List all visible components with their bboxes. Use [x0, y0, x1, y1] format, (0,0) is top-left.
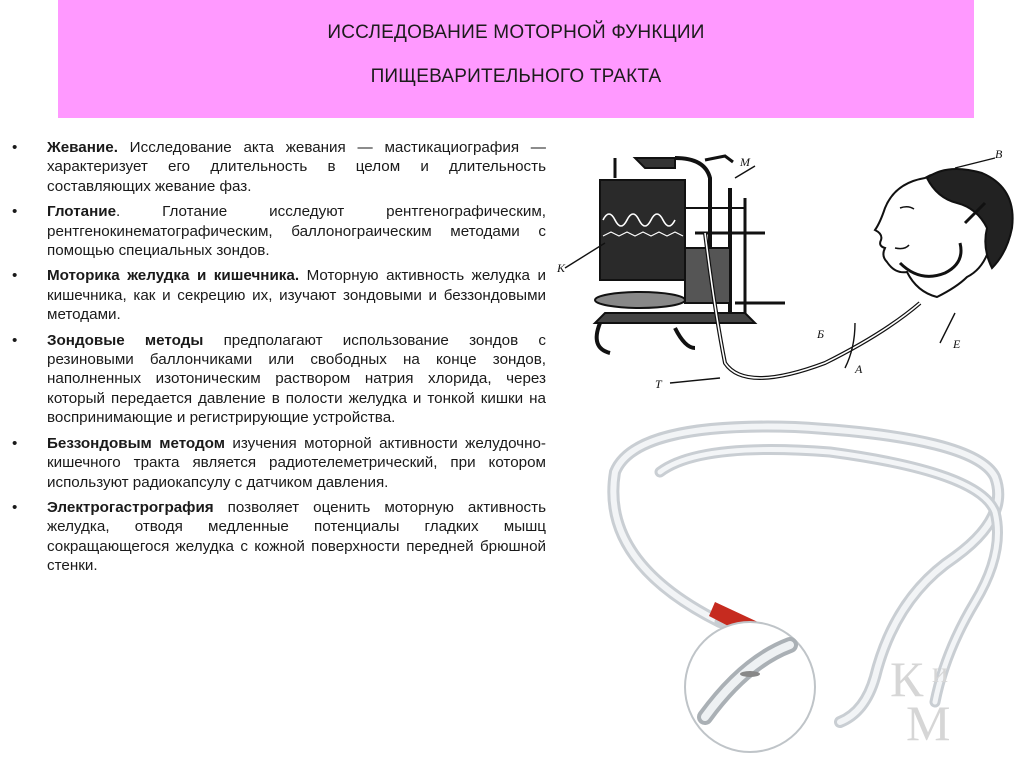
item-text: позволяет оценить моторную активность желудка, отводя медленные потенциалы гладких мышц сокращающегося желудка с кожной поверхности передней брюшной стенки. [47, 498, 546, 575]
list-item [12, 434, 546, 492]
list-item [12, 138, 546, 196]
bullet-icon: • [12, 331, 18, 349]
item-term: Беззондовым методом [47, 434, 225, 452]
masticography-apparatus-illustration [555, 138, 1020, 400]
figure-label-v: В [995, 147, 1003, 161]
list-item [12, 331, 546, 428]
figure-label-m: М [740, 155, 750, 169]
watermark-logo [888, 648, 988, 744]
list-item [12, 202, 546, 260]
figure-label-b: Б [817, 327, 825, 341]
item-term: Зондовые методы [47, 331, 204, 349]
item-term: Электрогастрография [47, 498, 214, 516]
logo-letter-1: К [890, 651, 924, 707]
bullet-icon: • [12, 498, 18, 516]
list-item [12, 266, 546, 324]
bullet-icon: • [12, 267, 18, 285]
bullet-icon: • [12, 203, 18, 221]
item-term: Моторика желудка и кишечника. [47, 267, 300, 285]
title-line-2: ПИЩЕВАРИТЕЛЬНОГО ТРАКТА [370, 66, 662, 87]
figure-label-e: Е [953, 337, 961, 351]
item-text: предполагают использование зондов с резиновыми баллончиками или свободных на конце зондов, наполненных изотоническим раствором натрия хлорида, через который передается давление в полости желудка и тонкой кишки на воспринимающие и регистрирующие устройства. [47, 331, 546, 427]
bullet-icon: • [12, 139, 18, 156]
bullet-list [12, 138, 546, 582]
title-line-1: ИССЛЕДОВАНИЕ МОТОРНОЙ ФУНКЦИИ [327, 22, 705, 43]
title-banner [58, 0, 974, 118]
figure-label-a: А [855, 362, 863, 376]
figure-label-k: К [557, 261, 565, 275]
item-text: Исследование акта жевания — мастикациография — характеризует его длительность в целом и длительность составляющих жевание фаз. [47, 139, 546, 195]
list-item [12, 498, 546, 576]
item-term: Жевание. [47, 139, 118, 156]
item-text: Моторную активность желудка и кишечника, как и секрецию их, изучают зондовыми и беззондовыми методами. [47, 267, 546, 324]
item-text: . Глотание исследуют рентгенографическим, рентгенокинематографическим, баллонограическим методами с помощью специальных зондов. [47, 203, 546, 260]
logo-letter-2: и [932, 656, 949, 689]
item-term: Глотание [47, 203, 117, 221]
figure-label-t: Т [655, 377, 662, 391]
bullet-icon: • [12, 434, 18, 452]
item-text: изучения моторной активности желудочно-кишечного тракта является радиотелеметрический, при котором используют радиокапсулу с датчиком давления. [47, 434, 546, 491]
logo-letter-3: М [906, 695, 951, 744]
